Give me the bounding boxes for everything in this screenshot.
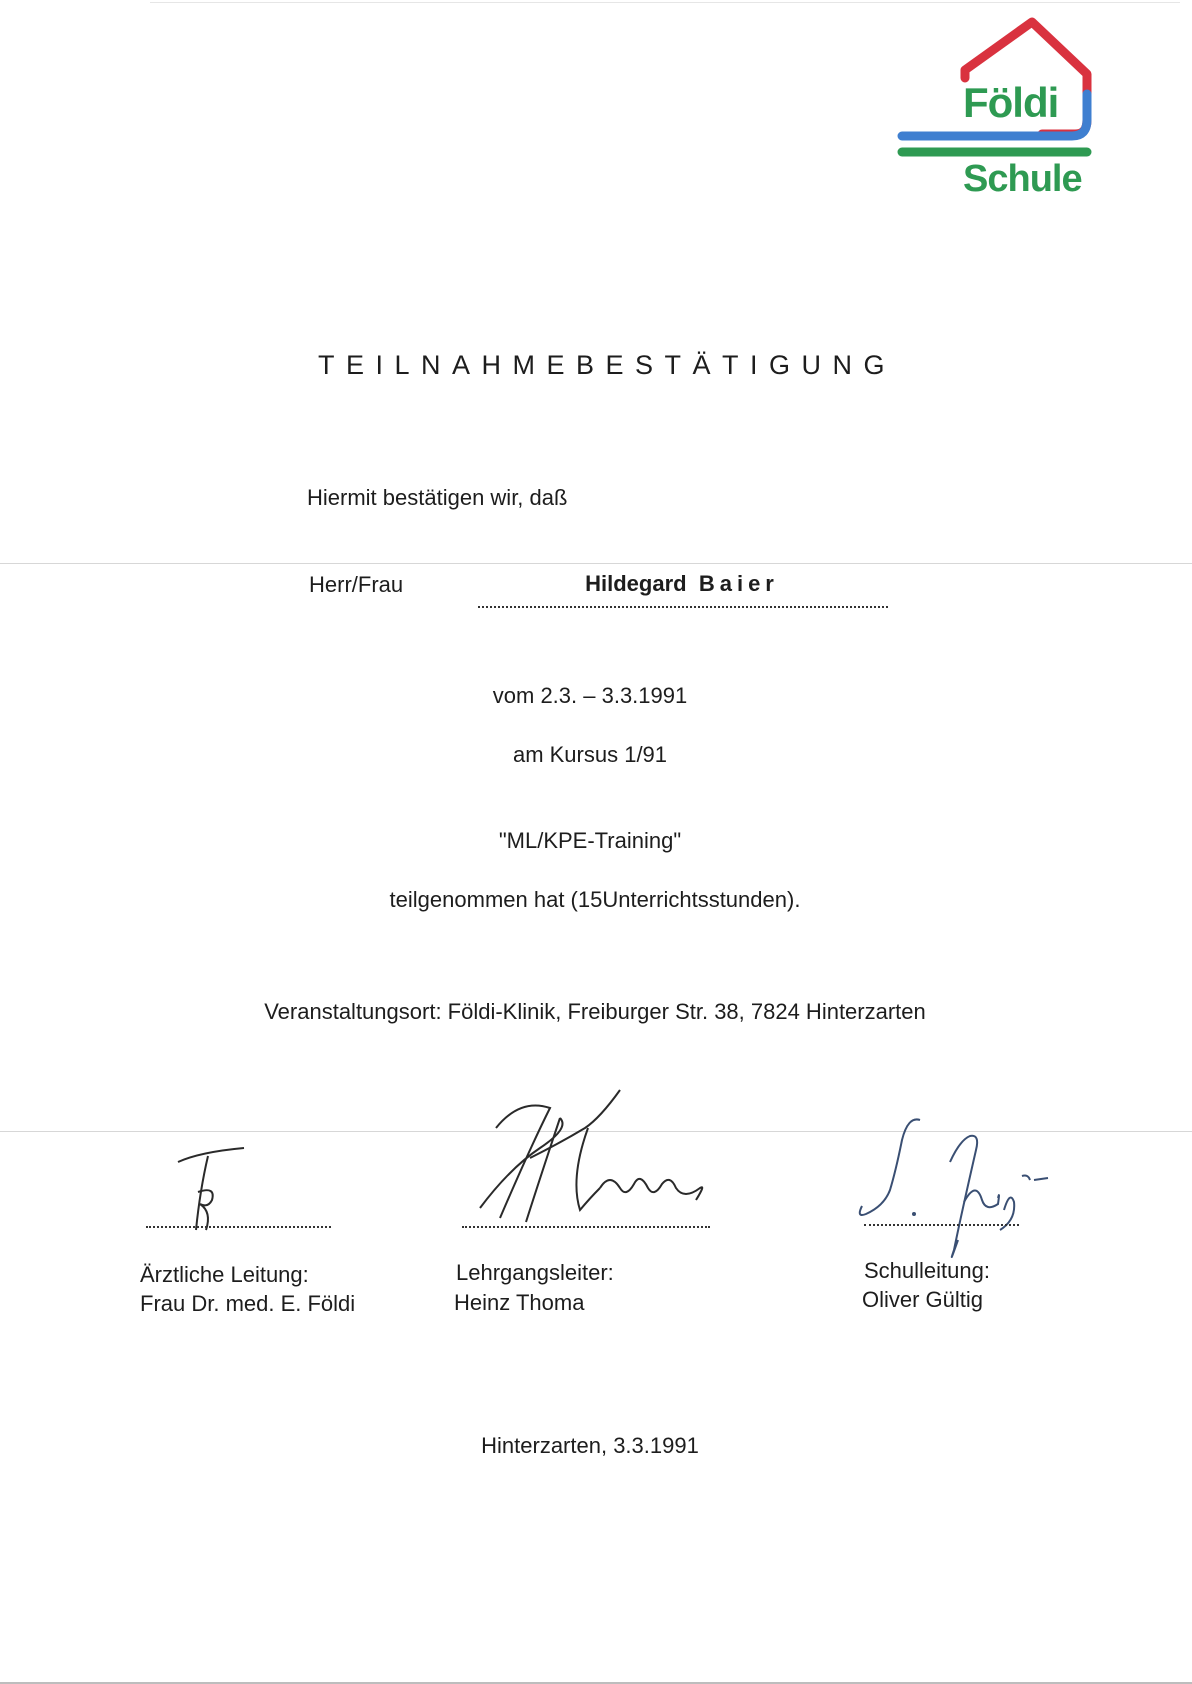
participant-name — [476, 571, 888, 597]
signature-role-2: Lehrgangsleiter: — [456, 1260, 614, 1285]
scan-edge-top — [150, 2, 1180, 3]
signature-role-1: Ärztliche Leitung: — [140, 1262, 309, 1287]
name-dotted-line — [478, 606, 888, 608]
course-number: am Kursus 1/91 — [512, 742, 668, 767]
place-date: Hinterzarten, 3.3.1991 — [481, 1433, 699, 1458]
signature-name-3: Oliver Gültig — [862, 1287, 984, 1312]
completion-text: teilgenommen hat (15Unterrichtsstunden). — [389, 887, 801, 912]
signature-gueltig — [850, 1110, 1060, 1265]
date-range: vom 2.3. – 3.3.1991 — [492, 683, 688, 708]
intro-text: Hiermit bestätigen wir, daß — [307, 485, 568, 510]
logo-text-schule: Schule — [963, 158, 1082, 200]
signature-thoma — [470, 1088, 720, 1243]
document-title: TEILNAHMEBESTÄTIGUNG — [318, 350, 897, 380]
signature-name-2: Heinz Thoma — [454, 1290, 585, 1315]
signature-line-3 — [864, 1224, 1019, 1226]
signature-line-1 — [146, 1226, 331, 1228]
participant-first-name: Hildegard — [585, 571, 687, 596]
fold-line-upper — [0, 563, 1192, 564]
signature-role-3: Schulleitung: — [864, 1258, 990, 1283]
venue-text: Veranstaltungsort: Földi-Klinik, Freiburger Str. 38, 7824 Hinterzarten — [264, 999, 926, 1024]
logo-text-foeldi: Földi — [963, 79, 1059, 126]
course-title: "ML/KPE-Training" — [498, 828, 682, 853]
foeldi-schule-logo — [890, 14, 1100, 204]
participant-last-name: Baier — [698, 571, 779, 596]
signature-name-1: Frau Dr. med. E. Földi — [140, 1291, 356, 1316]
salutation-label: Herr/Frau — [309, 572, 404, 597]
signature-line-2 — [462, 1226, 710, 1228]
